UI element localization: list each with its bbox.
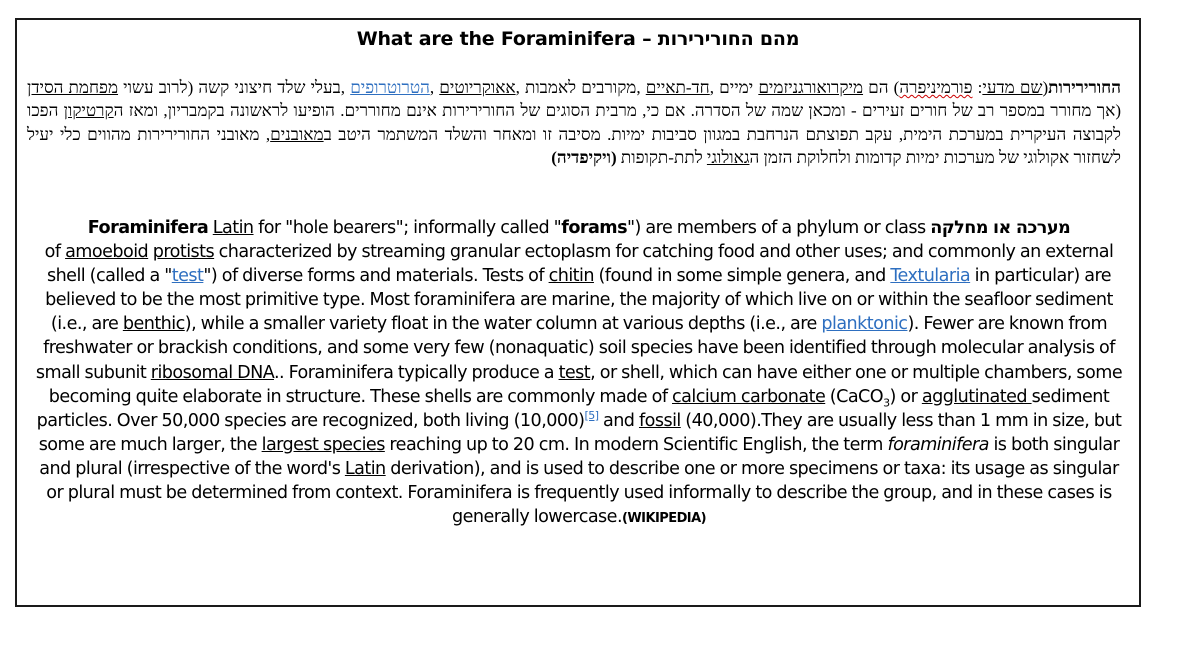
link-fossils-he[interactable]: מאובנים [270,124,324,144]
link-microorganisms[interactable]: מיקרואורגניזמים [758,78,864,97]
hebrew-heading-word: החורירירות [1048,78,1122,97]
link-calcium-carbonate-he[interactable]: מפחמת הסידן [27,78,119,97]
link-latin-2[interactable]: Latin [344,458,386,479]
link-heterotrophs[interactable]: הטרוטרופים [350,78,430,97]
subscript-3: 3 [883,396,890,410]
link-protists[interactable]: protists [152,242,215,263]
hebrew-paragraph: החורירירות(שם מדעי: פורמיניפרה) הם מיקרואורגניזמים ימיים ,חד-תאיים ,מקורבים לאמבות ,אאוקריוטים ,הטרוטרופים ,בעלי שלד חיצוני קשה (לרוב עשוי מפחמת הסידן (אך מחורר במספר רב של חורים זעירים - ומכאן שמה של הסדרה. אם כי, מרבית הסוגים של החורירירות אינם מחוררים. הופיעו לראשונה בקמבריון, ומאז הקרטיקון הפכו לקבוצה העיקרית במערכת הימית, עקב תפוצתם הנרחבת במגוון סביבות ימיות. מסיבה זו ומאחר והשלד המשתמר היטב במאובנים, מאובני החורירירות מהווים כלי יעיל לשחזור אקולוגי של מערכות ימיות קדומות ולחלוקת הזמן הגאולוגי לתת-תקופות (ויקיפדיה) [27,78,1122,167]
page-title: What are the Foraminifera – מהם החורירירות [356,28,800,50]
link-largest-species[interactable]: largest species [261,434,385,455]
link-chitin[interactable]: chitin [548,266,594,287]
link-test-2[interactable]: test [558,362,591,383]
link-fossil[interactable]: fossil [638,410,681,431]
english-source: (WIKIPEDIA) [621,511,707,527]
reference-5[interactable]: [5] [584,408,599,422]
link-planktonic[interactable]: planktonic [821,314,908,335]
link-cretaceous[interactable]: קרטיקון [63,101,114,121]
link-textularia[interactable]: Textularia [890,266,971,287]
link-agglutinated[interactable]: agglutinated [921,386,1032,407]
link-single-celled[interactable]: חד-תאיים [645,78,710,97]
link-benthic[interactable]: benthic [122,314,185,335]
sci-name: פורמיניפרה [899,78,973,97]
foraminifera-italic: foraminifera [887,434,989,455]
link-ribosomal-dna[interactable]: ribosomal DNA [150,362,274,383]
link-calcium-carbonate[interactable]: calcium carbonate [672,386,826,407]
link-latin[interactable]: Latin [212,218,254,238]
forams-term: forams [561,218,628,238]
sci-name-label: שם מדעי [982,78,1043,97]
document-frame [15,18,1141,607]
hebrew-class-note: מערכה או מחלקה [930,218,1071,238]
link-eukaryotes[interactable]: אאוקריוטים [439,78,516,97]
hebrew-source: (ויקיפדיה) [551,147,617,167]
link-test[interactable]: test [171,266,204,287]
english-lead: Foraminifera [87,218,209,238]
english-paragraph: Foraminifera Latin for "hole bearers"; informally called "forams") are members of a phylum or class מערכה או מחלקה of amoeboid protists characterized by streaming granular ectoplasm for catching food and other uses; and commonly an external shell (called a "test") of diverse forms and materials. Tests of chitin (found in some simple genera, and Textularia in particular) are believed to be the most primitive type. Most foraminifera are marine, the majority of which live on or within the seafloor sediment (i.e., are benthic), while a smaller variety float in the water column at various depths (i.e., are planktonic). Fewer are known from freshwater or brackish conditions, and some very few (nonaquatic) soil species have been identified through molecular analysis of small subunit ribosomal DNA.. Foraminifera typically produce a test, or shell, which can have either one or multiple chambers, some becoming quite elaborate in structure. These shells are commonly made of calcium carbonate (CaCO$_3$) or agglutinated sediment particles. Over 50,000 species are recognized, both living (10,000)[5] and fossil (40,000).They are usually less than 1 mm in size, but some are much larger, the largest species reaching up to 20 cm. In modern Scientific English, the term foraminifera is both singular and plural (irrespective of the word's Latin derivation), and is used to describe one or more specimens or taxa: its usage as singular or plural must be determined from context. Foraminifera is frequently used informally to describe the group, and in these cases is generally lowercase.(WIKIPEDIA) [35,218,1123,528]
link-geologic[interactable]: גאולוגי [706,147,750,167]
link-amoeboid[interactable]: amoeboid [65,242,149,263]
